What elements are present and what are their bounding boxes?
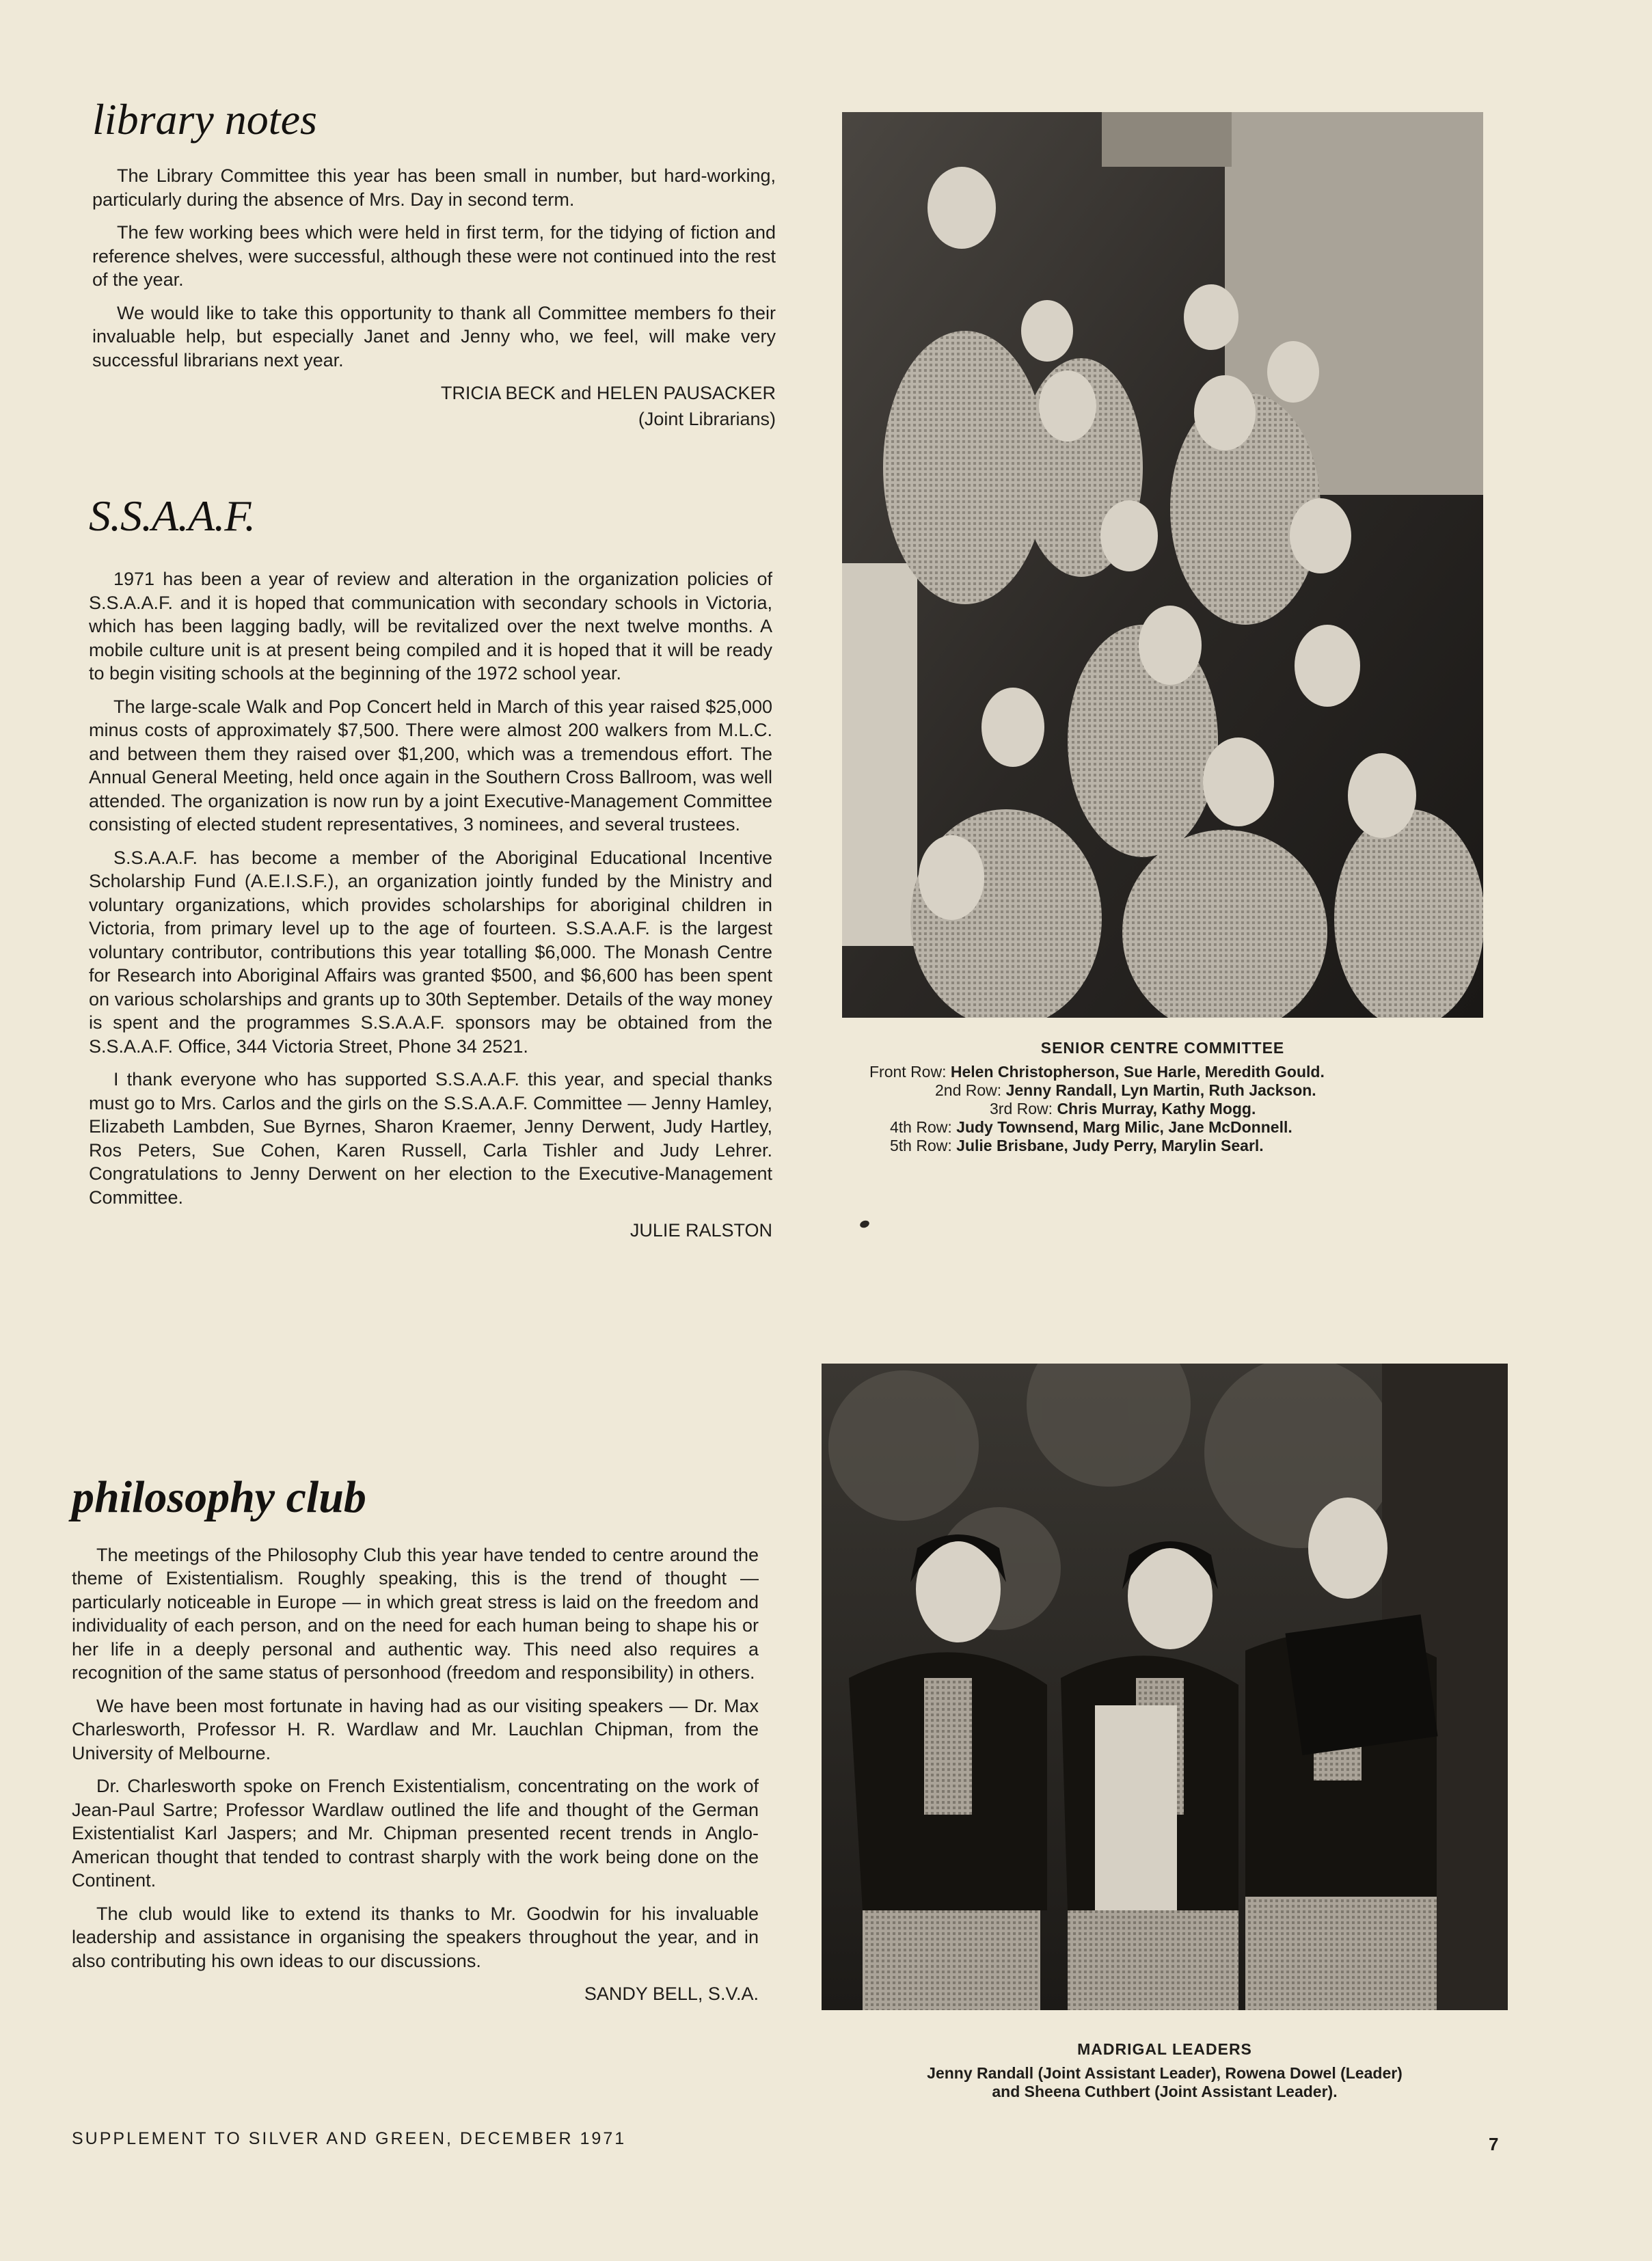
caption-row-2: 2nd Row: Jenny Randall, Lyn Martin, Ruth Jackson. [935,1081,1316,1099]
library-signature: TRICIA BECK and HELEN PAUSACKER [440,383,776,404]
ssaaf-paragraph-4: I thank everyone who has supported S.S.A.A.F. this year, and special thanks must go to Mrs. Carlos and the girls on the S.S.A.A.F. Committee — Jenny Hamley, Elizabeth Lambden, Sue Byrnes, Sharon Kraemer, Jenny Derwent, Judy Hartley, Ros Peters, Sue Cohen, Karen Russell, Carla Tishler and Judy Lehrer. Congratulations to Jenny Derwent on her election to the Executive-Management Committee. [89,1069,772,1208]
philosophy-paragraph-4: The club would like to extend its thanks to Mr. Goodwin for his invaluable leadership and assistance in organising the speakers throughout the year, and in also contributing his own ideas to our discussions. [72,1903,759,1971]
group-photo-illustration [842,112,1483,1018]
library-paragraph-2: The few working bees which were held in first term, for the tidying of fiction and reference shelves, were successful, although these were not continued into the rest of the year. [92,222,776,290]
library-signature-role: (Joint Librarians) [638,409,776,430]
page-footer: SUPPLEMENT TO SILVER AND GREEN, DECEMBER 1971 [72,2129,627,2148]
philosophy-paragraph-1: The meetings of the Philosophy Club this year have tended to centre around the theme of Existentialism. Roughly speaking, this is the trend of thought — particularly noticeable in Europe — in which great stress is laid on the freedom and individuality of each person, and on the need for each human being to shape his or her life in a deeply personal and authentic way. This need also requires a recognition of the same status of personhood (freedom and responsibility) in others. [72,1544,759,1683]
ssaaf-signature: JULIE RALSTON [629,1220,772,1241]
senior-centre-caption [842,1039,1483,1155]
philosophy-signature: SANDY BELL, S.V.A. [584,1984,759,2005]
philosophy-club-section [72,1473,759,2005]
page-number: 7 [1489,2134,1499,2154]
madrigal-caption-title: MADRIGAL LEADERS [1077,2040,1252,2058]
trio-photo-illustration [822,1364,1508,2010]
madrigal-caption-line-2: and Sheena Cuthbert (Joint Assistant Leader). [992,2083,1338,2100]
library-paragraph-1: The Library Committee this year has been small in number, but hard-working, particularly during the absence of Mrs. Day in second term. [92,165,776,210]
caption-row-front: Front Row: Helen Christopherson, Sue Harle, Meredith Gould. [869,1063,1325,1081]
ssaaf-paragraph-1: 1971 has been a year of review and alteration in the organization policies of S.S.A.A.F. and it is hoped that communication with secondary schools in Victoria, which has been lagging badly, will be revitalized over the next twelve months. A mobile culture unit is at present being compiled and it is hoped that it will be ready to begin visiting schools at the beginning of the 1972 school year. [89,569,772,684]
ssaaf-heading: S.S.A.A.F. [89,491,256,540]
caption-row-4: 4th Row: Judy Townsend, Marg Milic, Jane McDonnell. [890,1118,1292,1136]
senior-centre-caption-title: SENIOR CENTRE COMMITTEE [1040,1039,1285,1057]
library-notes-heading: library notes [92,95,317,144]
senior-centre-rows [869,1063,1483,1155]
ink-speck [859,1219,871,1229]
madrigal-caption [822,2040,1508,2101]
philosophy-paragraph-3: Dr. Charlesworth spoke on French Existentialism, concentrating on the work of Jean-Paul Sartre; Professor Wardlaw outlined the life and thought of the German Existentialist Karl Jaspers; and Mr. Chipman presented recent trends in Anglo-American thought that tended to contrast sharply with the work being done on the Continent. [72,1776,759,1891]
caption-row-3: 3rd Row: Chris Murray, Kathy Mogg. [990,1100,1256,1118]
madrigal-caption-line-1: Jenny Randall (Joint Assistant Leader), Rowena Dowel (Leader) [927,2064,1403,2082]
philosophy-club-heading: philosophy club [72,1472,366,1522]
library-paragraph-3: We would like to take this opportunity to thank all Committee members fo their invaluable help, but especially Janet and Jenny who, we feel, will make very successful librarians next year. [92,302,776,370]
caption-row-5: 5th Row: Julie Brisbane, Judy Perry, Marylin Searl. [890,1137,1264,1154]
ssaaf-paragraph-3: S.S.A.A.F. has become a member of the Aboriginal Educational Incentive Scholarship Fund (A.E.I.S.F.), an organization jointly funded by the Ministry and voluntary organizations, which provides scholarships for aboriginal children in Victoria, from primary level up to the age of fourteen. S.S.A.A.F. is the largest voluntary contributor, contributions this year totalling $6,000. The Monash Centre for Research into Aboriginal Affairs was granted $500, and $6,600 has been spent on various scholarships and grants up to 30th September. Details of the way money is spent and the programmes S.S.A.A.F. sponsors may be obtained from the S.S.A.A.F. Office, 344 Victoria Street, Phone 34 2521. [89,847,772,1057]
senior-centre-committee-photo [842,112,1483,1018]
library-notes-section [92,96,776,431]
ssaaf-section [89,492,772,1242]
ssaaf-paragraph-2: The large-scale Walk and Pop Concert held in March of this year raised $25,000 minus costs of approximately $7,500. There were almost 200 walkers from M.L.C. and between them they raised over $1,200, which was a tremendous effort. The Annual General Meeting, held once again in the Southern Cross Ballroom, was well attended. The organization is now run by a joint Executive-Management Committee consisting of elected student representatives, 3 nominees, and several trustees. [89,696,772,835]
philosophy-paragraph-2: We have been most fortunate in having had as our visiting speakers — Dr. Max Charlesworth, Professor H. R. Wardlaw and Mr. Lauchlan Chipman, from the University of Melbourne. [72,1695,759,1763]
madrigal-leaders-photo [822,1364,1508,2010]
